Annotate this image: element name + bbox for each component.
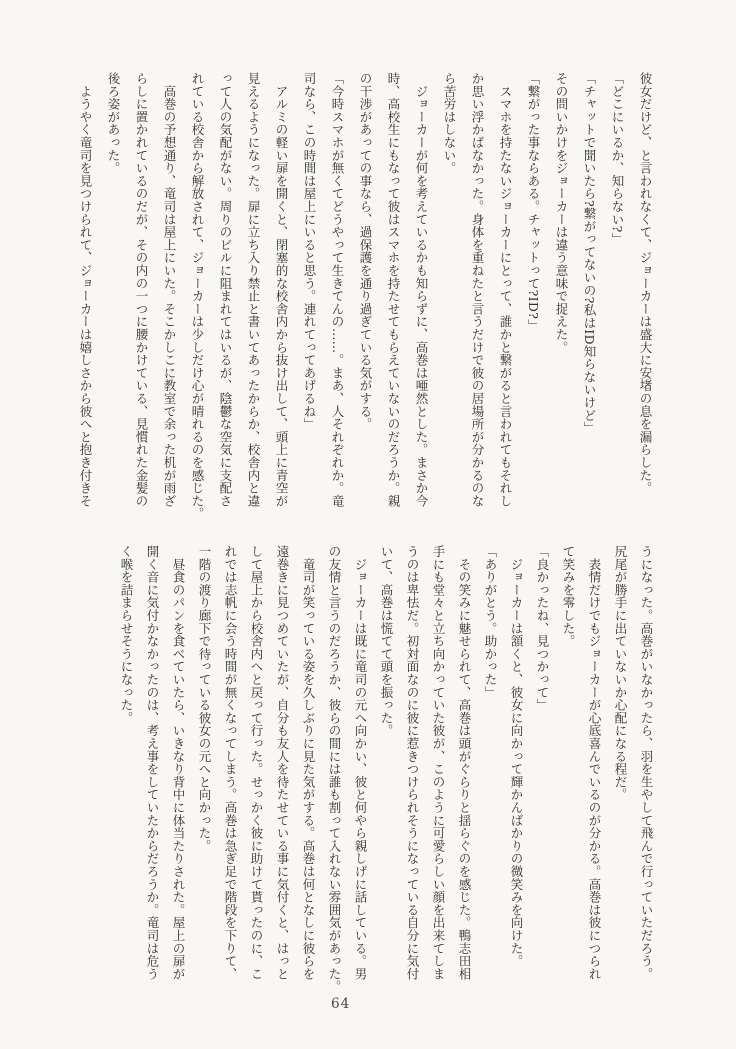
text-column: うのは卑怯だ。初対面なのに彼に惹きつけられそうになっている自分に気付	[405, 545, 420, 981]
text-column: 開く音に気付かなかったのは、考え事をしていたからだろうか。竜司は危う	[145, 545, 160, 981]
page-number: 64	[331, 996, 351, 1012]
text-column: 「繋がった事ならある。チャットって?ID?」	[526, 72, 541, 332]
text-column: 昼食のパンを食べていたら、いきなり背中に体当たりされた。屋上の扉が	[171, 545, 186, 981]
text-column: って人の気配がない。周りのビルに阻まれてはいるが、陰鬱な空気に支配さ	[218, 72, 233, 508]
text-column: ようやく竜司を見つけられて、ジョーカーは嬉しさから彼へと抱き付きそ	[78, 72, 93, 508]
text-block-top	[71, 72, 659, 520]
text-column: れでは志帆に会う時間が無くなってしまう。高巻は急ぎ足で階段を下りて、	[223, 545, 238, 981]
text-column: 見えるようになった。扉に立ち入り禁止と書いてあったからか、校舎内と違	[246, 72, 261, 508]
text-column: らしに置かれているのだが、その内の一つに腰かけている、見慣れた金髪の	[134, 72, 149, 508]
text-column: ら苦労はしない。	[442, 72, 457, 175]
text-column: アルミの軽い扉を開くと、閉塞的な校舎内から抜け出して、頭上に青空が	[274, 72, 289, 508]
text-column: 竜司が笑っている姿を久しぶりに見た気がする。高巻は何となしに彼らを	[301, 545, 316, 981]
text-column: て笑みを零した。	[561, 545, 576, 648]
text-column: ジョーカーは頷くと、彼女に向かって輝かんばかりの微笑みを向けた。	[509, 545, 524, 968]
text-column: 後ろ姿があった。	[106, 72, 121, 175]
text-column: うになった。高巻がいなかったら、羽を生やして飛んで行っていただろう。	[639, 545, 654, 981]
text-column: 遠巻きに見つめていたが、自分も友人を待たせている事に気付くと、はっと	[275, 545, 290, 981]
text-column: 一階の渡り廊下で待っている彼女の元へと向かった。	[197, 545, 212, 853]
text-column: その笑みに魅せられて、高巻は頭がぐらりと揺らぐのを感じた。鴨志田相	[457, 545, 472, 981]
text-column: 高巻の予想通り、竜司は屋上にいた。そこかしこに教室で余った机が雨ざ	[162, 72, 177, 508]
text-column: の友情と言うのだろうか、彼らの間には誰も割って入れない雰囲気があった。	[327, 545, 342, 993]
text-column: して屋上から校舎内へと戻って行った。せっかく彼に助けて貰ったのに、こ	[249, 545, 264, 981]
text-column: 「今時スマホが無くてどうやって生きてんの……。まあ、人それぞれか。竜	[330, 72, 345, 508]
text-column: ジョーカーが何を考えているかも知らずに、高巻は唖然とした。まさか今	[414, 72, 429, 508]
text-column: 司なら、この時間は屋上にいると思う。連れてってあげるね」	[302, 72, 317, 431]
text-column: 「ありがとう。助かった」	[483, 545, 498, 699]
text-column: か思い浮かばなかった。身体を重ねたと言うだけで彼の居場所が分かるのな	[470, 72, 485, 508]
text-column: スマホを持たないジョーカーにとって、誰かと繋がると言われてもそれし	[498, 72, 513, 508]
text-column: 表情だけでもジョーカーが心底喜んでいるのが分かる。高巻は彼につられ	[587, 545, 602, 981]
text-column: 時、高校生にもなって彼はスマホを持たせてもらえていないのだろうか。親	[386, 72, 401, 508]
text-column: れている校舎から解放されて、ジョーカーは少しだけ心が晴れるのを感じた。	[190, 72, 205, 520]
text-column: 手にも堂々と立ち向かっていた彼が、このように可愛らしい顔を出来てしま	[431, 545, 446, 981]
text-column: ジョーカーは既に竜司の元へ向かい、彼と何やら親しげに話している。男	[353, 545, 368, 981]
text-column: く喉を詰まらせそうになった。	[119, 545, 134, 725]
text-column: いて、高巻は慌てて頭を振った。	[379, 545, 394, 737]
text-column: 尻尾が勝手に出ていないか心配になる程だ。	[613, 545, 628, 801]
text-column: 「どこにいるか、知らない?」	[610, 72, 625, 246]
text-column: の干渉があっての事なら、過保護を通り過ぎている気がする。	[358, 72, 373, 431]
text-column: 彼女だけど、と言われなくて、ジョーカーは盛大に安堵の息を漏らした。	[638, 72, 653, 495]
text-column: その問いかけをジョーカーは違う意味で捉えた。	[554, 72, 569, 354]
text-column: 「チャットで聞いたら?繋がってないの?私はID知らないけど」	[582, 72, 597, 435]
text-block-bottom	[113, 545, 659, 993]
text-column: 「良かったね、見つかって」	[535, 545, 550, 712]
